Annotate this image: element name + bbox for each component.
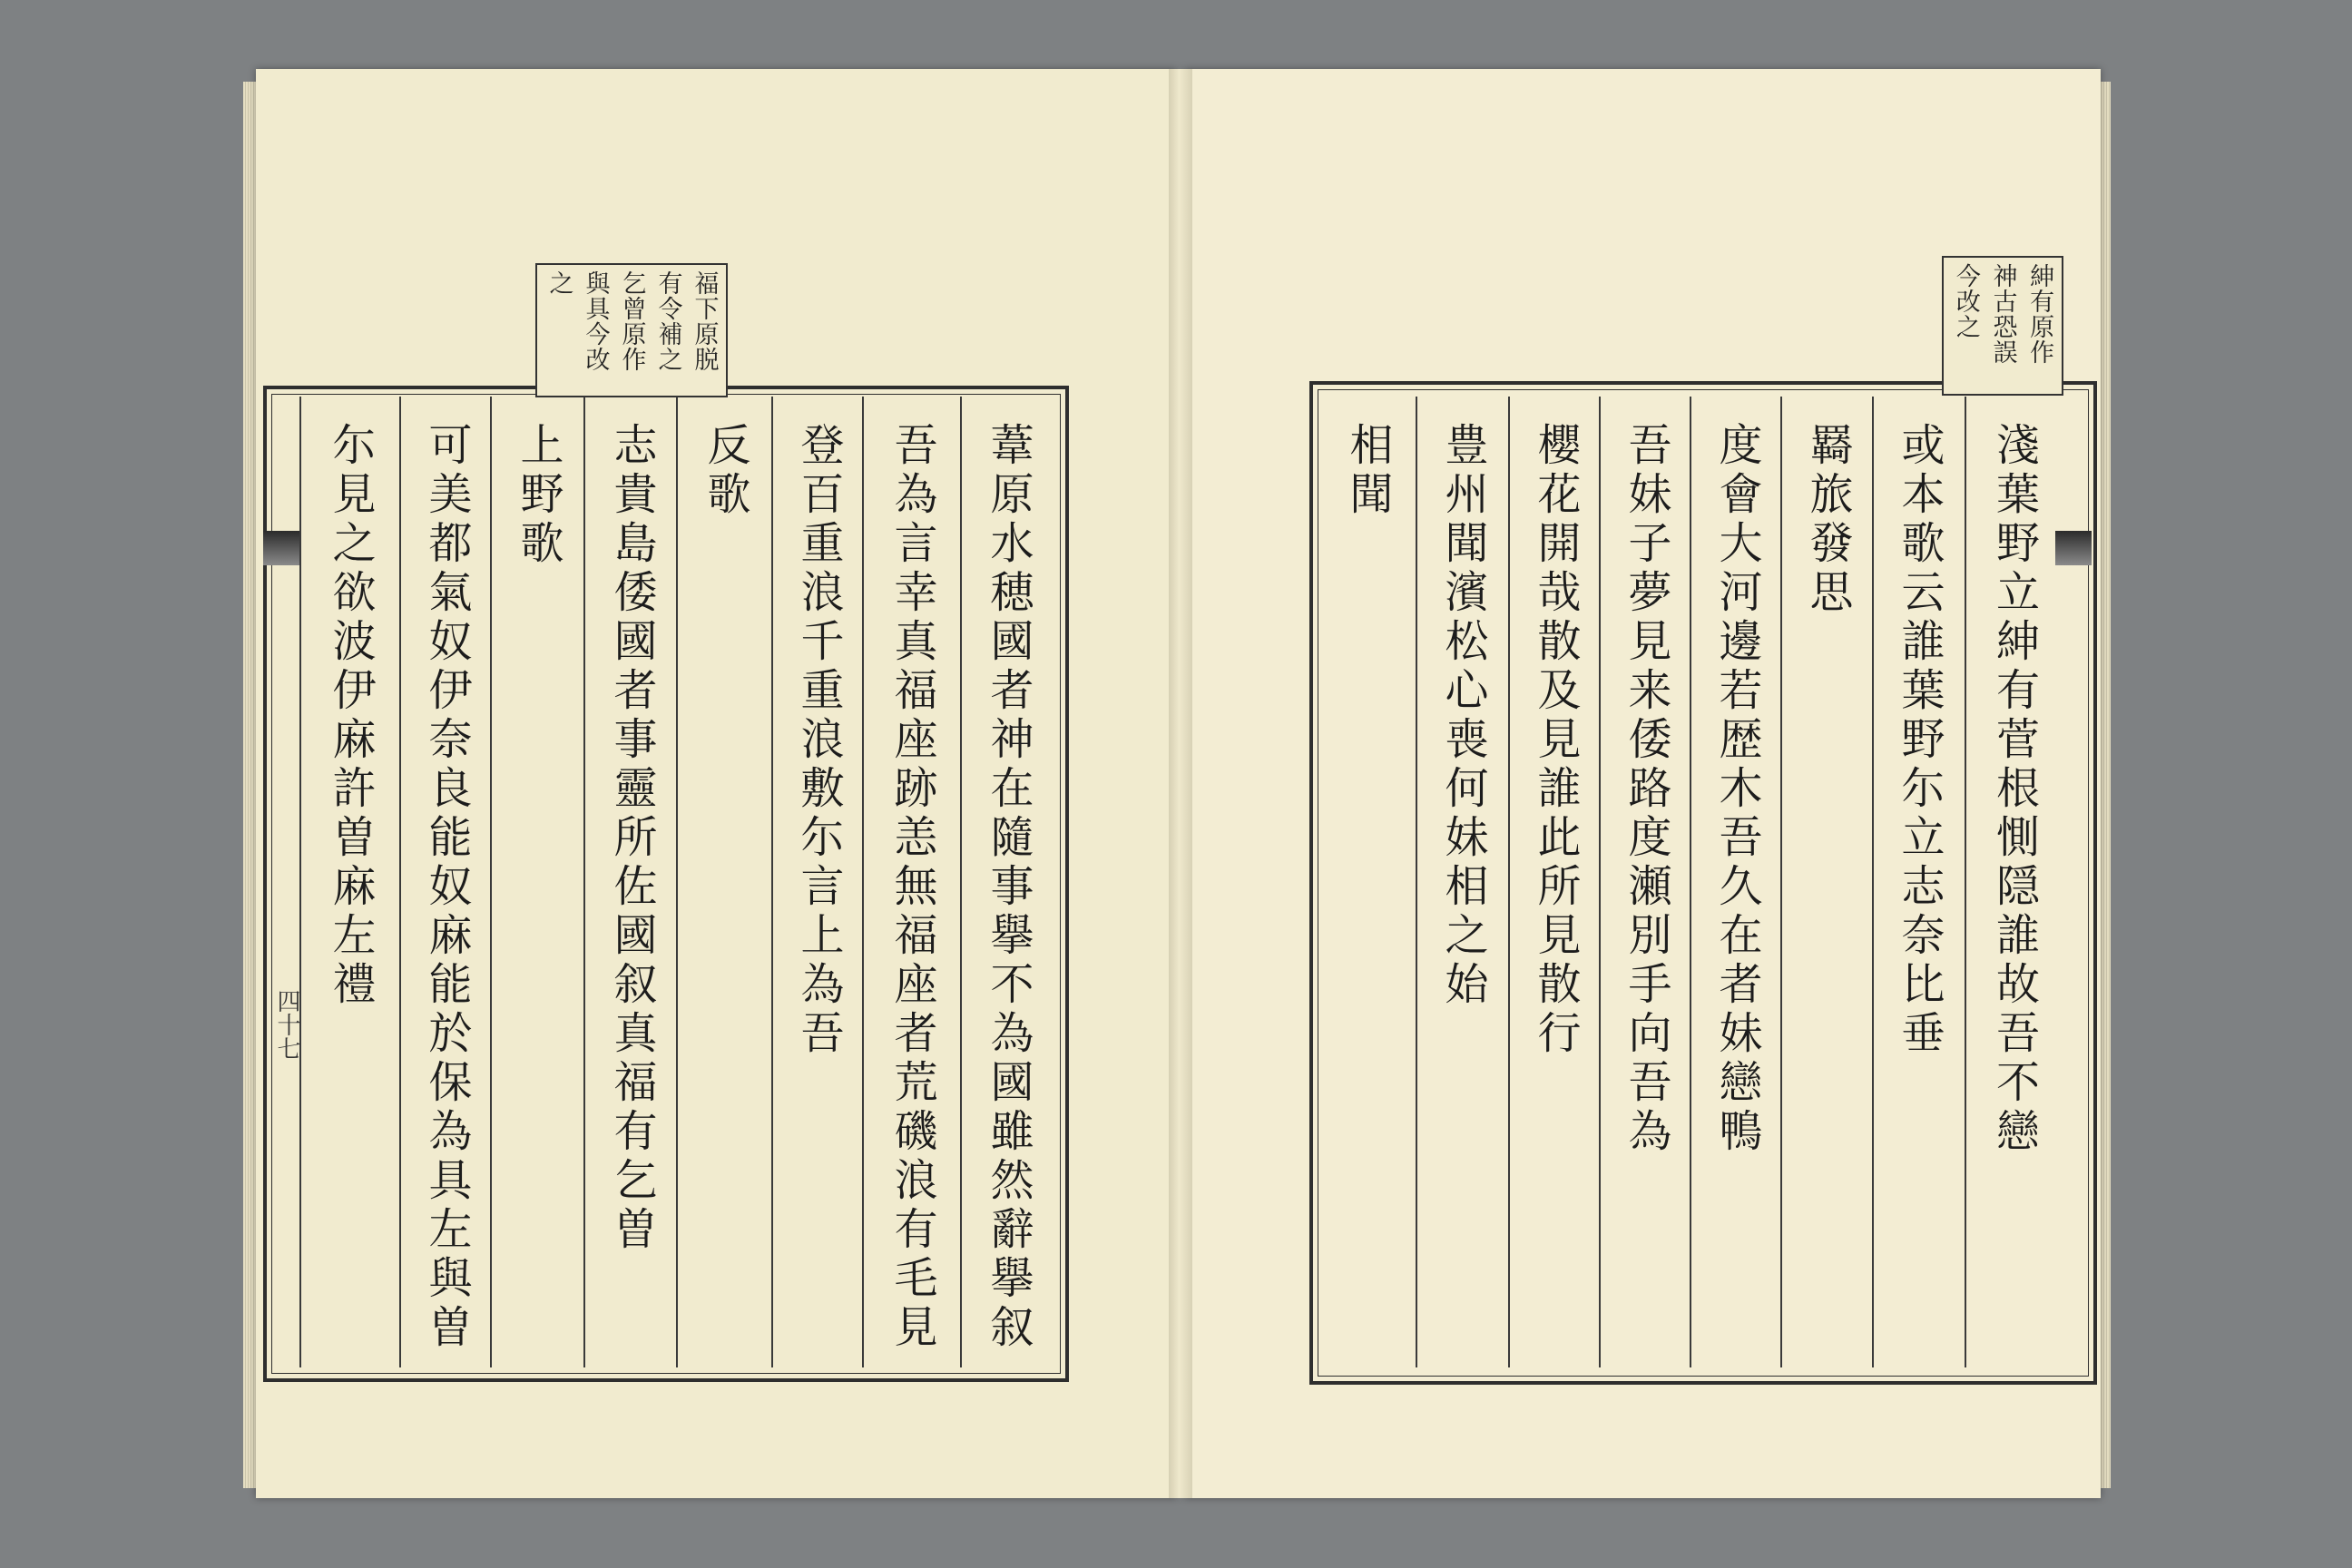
text-column bbox=[299, 397, 399, 1367]
text-column bbox=[490, 397, 584, 1367]
text-column bbox=[1416, 397, 1508, 1367]
column-text: 吾為言幸真福座跡恙無福座者荒磯浪有毛見 bbox=[887, 422, 937, 1353]
text-column bbox=[1321, 397, 1414, 1367]
note-line: 紳有原作 bbox=[2025, 263, 2054, 365]
column-text: 尓見之欲波伊麻許曽麻左禮 bbox=[325, 422, 376, 1010]
left-header-note bbox=[535, 263, 728, 397]
column-text: 羇旅發思 bbox=[1802, 422, 1853, 618]
text-column bbox=[1599, 397, 1691, 1367]
text-column bbox=[1965, 397, 2062, 1367]
column-text: 或本歌云誰葉野尓立志奈比垂 bbox=[1894, 422, 1945, 1059]
column-text: 度會大河邊若歴木吾久在者妹戀鴨 bbox=[1711, 422, 1762, 1157]
column-text: 櫻花開哉散及見誰此所見散行 bbox=[1530, 422, 1581, 1059]
note-line: 今改之 bbox=[1951, 263, 1980, 339]
column-text: 可美都氣奴伊奈良能奴麻能於保為具左與曽 bbox=[421, 422, 472, 1353]
text-column bbox=[862, 397, 960, 1367]
text-column bbox=[399, 397, 492, 1367]
text-column bbox=[676, 397, 772, 1367]
column-text: 上野歌 bbox=[513, 422, 564, 569]
text-column bbox=[1508, 397, 1601, 1367]
column-text: 豊州聞濱松心喪何妹相之始 bbox=[1437, 422, 1488, 1010]
column-text: 淺葉野立紳有菅根惻隠誰故吾不戀 bbox=[1988, 422, 2040, 1157]
column-text: 志貴島倭國者事靈所佐國叙真福有乞曽 bbox=[606, 422, 657, 1255]
right-header-note bbox=[1942, 256, 2063, 396]
text-column bbox=[960, 397, 1054, 1367]
note-line: 之 bbox=[544, 270, 573, 296]
left-margin-tab bbox=[263, 531, 299, 565]
column-text: 反歌 bbox=[700, 422, 750, 520]
text-column bbox=[1872, 397, 1965, 1367]
text-column bbox=[583, 397, 678, 1367]
note-line: 福下原脱 bbox=[690, 270, 719, 372]
column-text: 登百重浪千重浪敷尓言上為吾 bbox=[793, 422, 844, 1059]
note-line: 乞曾原作 bbox=[617, 270, 646, 372]
text-column bbox=[771, 397, 864, 1367]
column-text: 葦原水穂國者神在隨事擧不為國雖然辭擧叙 bbox=[983, 422, 1034, 1353]
note-line: 與具今改 bbox=[581, 270, 610, 372]
book-gutter bbox=[1169, 69, 1192, 1498]
column-text: 相聞 bbox=[1342, 422, 1393, 520]
text-column bbox=[1690, 397, 1782, 1367]
column-text: 吾妹子夢見来倭路度瀬別手向吾為 bbox=[1621, 422, 1671, 1157]
text-column bbox=[1780, 397, 1873, 1367]
folio-number: 四十七 bbox=[273, 989, 300, 1060]
note-line: 有令補之 bbox=[653, 270, 682, 372]
note-line: 神古恐誤 bbox=[1988, 263, 2017, 365]
